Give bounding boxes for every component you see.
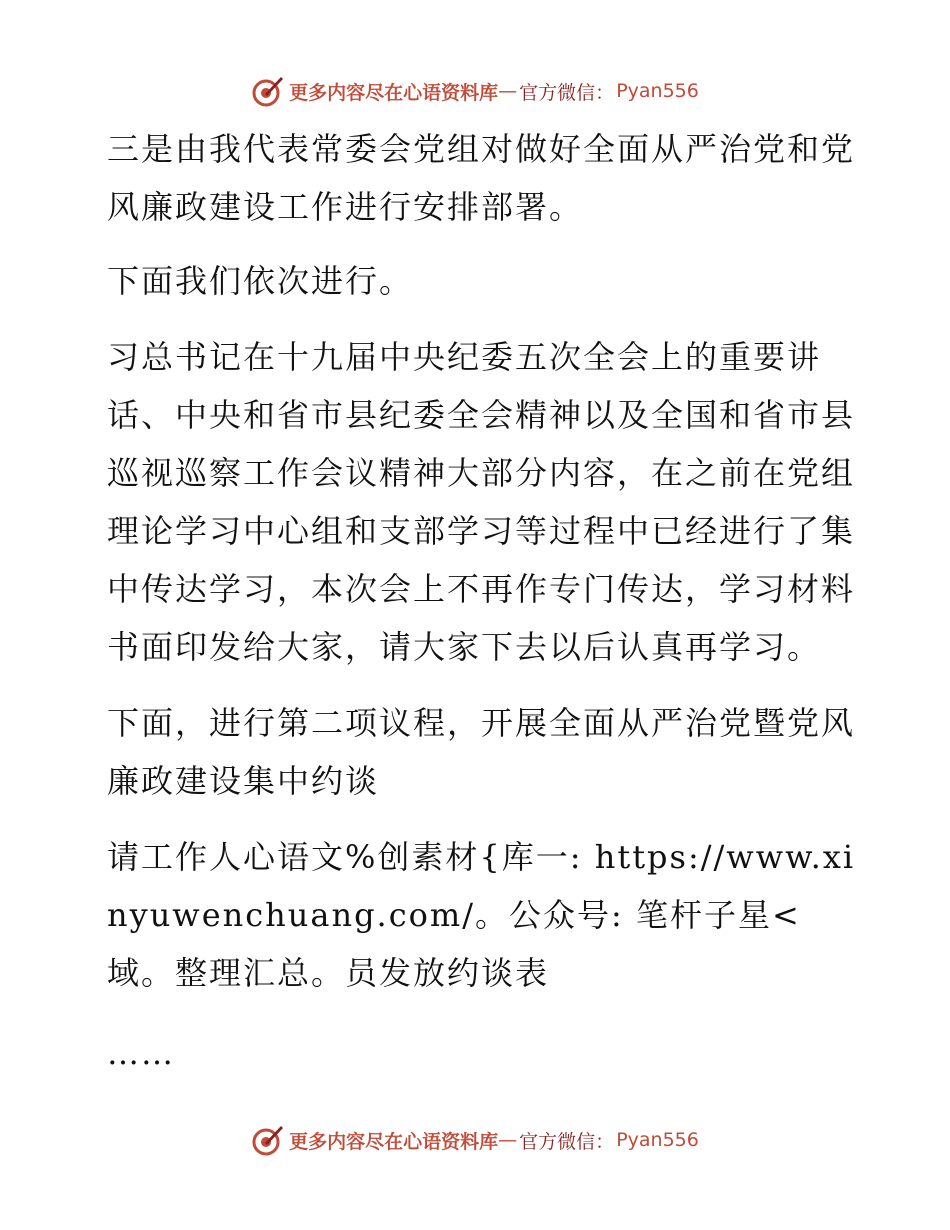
- document-body: [97, 120, 857, 1082]
- footer-dash: —: [498, 1129, 518, 1151]
- header-dash: —: [498, 80, 518, 102]
- header-wechat-id: Pyan556: [616, 80, 699, 102]
- quill-seal-icon: [251, 1123, 285, 1157]
- paragraph-4: 下面，进行第二项议程，开展全面从严治党暨党风廉政建设集中约谈: [107, 704, 856, 800]
- quill-seal-icon: [251, 74, 285, 108]
- ellipsis: ……: [107, 1034, 175, 1072]
- header-watermark: [0, 71, 950, 111]
- paragraph-5: 请工作人心语文%创素材{库一: https://www.xinyuwenchuang.com/。公众号: 笔杆子星<域。整理汇总。员发放约谈表: [107, 838, 856, 992]
- header-brand-text: 更多内容尽在心语资料库: [289, 81, 499, 104]
- paragraph-2: 下面我们依次进行。: [107, 262, 414, 300]
- paragraph-3: 习总书记在十九届中央纪委五次全会上的重要讲话、中央和省市县纪委全会精神以及全国和省市县巡视巡察工作会议精神大部分内容，在之前在党组理论学习中心组和支部学习等过程中已经进行了集中传达学习，本次会上不再作专门传达，学习材料书面印发给大家，请大家下去以后认真再学习。: [107, 338, 856, 666]
- footer-official-label: 官方微信：: [519, 1130, 615, 1153]
- footer-wechat-id: Pyan556: [616, 1129, 699, 1151]
- header-official-label: 官方微信：: [519, 81, 615, 104]
- paragraph-1: 三是由我代表常委会党组对做好全面从严治党和党风廉政建设工作进行安排部署。: [107, 130, 856, 226]
- footer-watermark: [0, 1120, 950, 1160]
- footer-brand-text: 更多内容尽在心语资料库: [289, 1130, 499, 1153]
